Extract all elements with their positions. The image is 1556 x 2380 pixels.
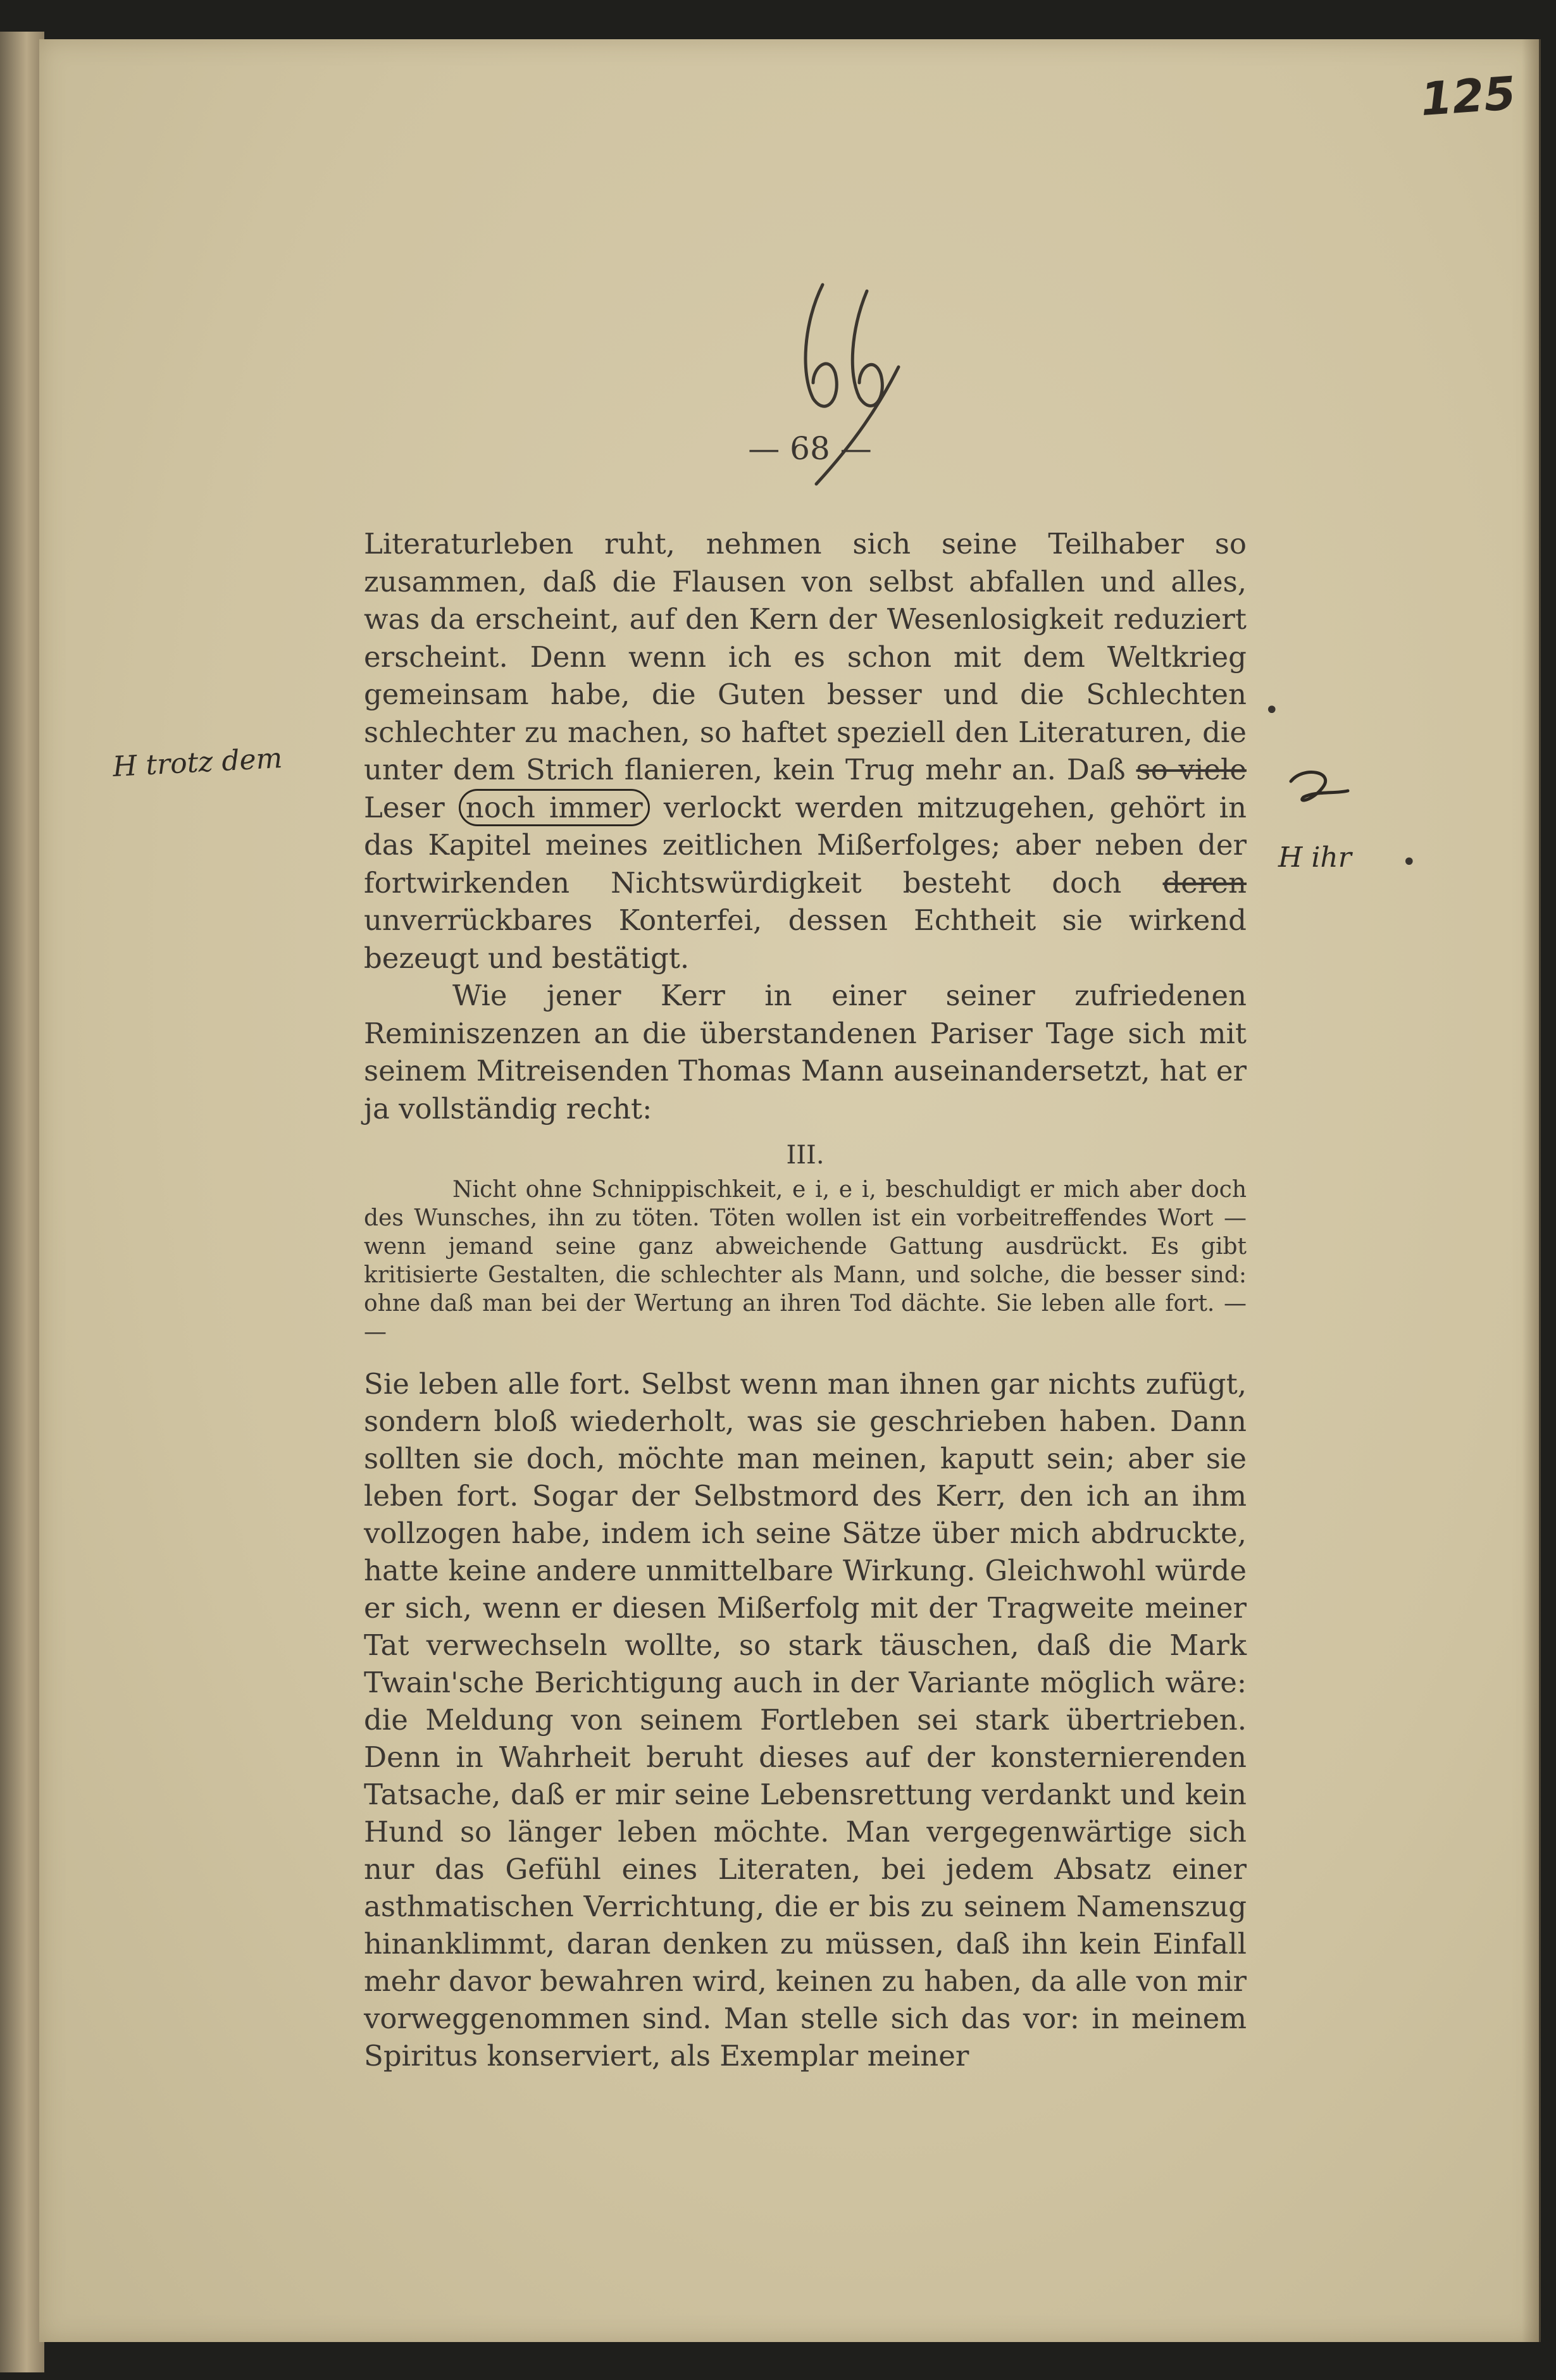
margin-dot: •: [1264, 696, 1279, 725]
page-edge-shadow: [1522, 39, 1541, 2342]
text-run: Leser: [364, 790, 459, 824]
text-run: verlockt werden mitzugehen, gehört in das Kapitel meines zeitlichen Mißerfolges; aber neben der fortwirkenden Nichtswürdigkeit besteht doch: [364, 790, 1247, 900]
body-text: [364, 525, 1247, 2074]
struck-word: so viele: [1136, 753, 1247, 786]
facing-page-edge: [0, 32, 44, 2372]
paragraph: Wie jener Kerr in einer seiner zufriedenen Reminiszenzen an die überstandenen Pariser Tage sich mit seinem Mitreisenden Thomas Mann auseinandersetzt, hat er ja vollständig recht:: [364, 979, 1247, 1125]
circled-phrase: noch immer: [459, 789, 650, 826]
section-heading: III.: [786, 1141, 825, 1170]
paragraph: [364, 525, 1247, 977]
struck-word: deren: [1162, 865, 1247, 900]
quote-block: [364, 1175, 1247, 1346]
printed-page-number: — 68 —: [748, 430, 872, 467]
margin-note-left: H trotz dem: [111, 742, 283, 783]
margin-note-right: H ihr: [1278, 841, 1352, 874]
margin-dot: •: [1402, 848, 1417, 877]
text-run: unverrückbares Konterfei, dessen Echtheit sie wirkend bezeugt und bestätigt.: [364, 903, 1247, 975]
paragraph: Sie leben alle fort. Selbst wenn man ihnen gar nichts zufügt, sondern bloß wiederholt, was sie geschrieben haben. Dann sollten sie doch, möchte man meinen, kaputt sein; aber sie leben fort. Sogar der Selbstmord des Kerr, den ich an ihm vollzogen habe, indem ich seine Sätze über mich abdruckte, hatte keine andere unmittelbare Wirkung. Gleichwohl würde er sich, wenn er diesen Mißerfolg mit der Tragweite meiner Tat verwechseln wollte, so stark täuschen, daß die Mark Twain'sche Berichtigung auch in der Variante möglich wäre: die Meldung von seinem Fortleben sei stark übertrieben. Denn in Wahrheit beruht dieses auf der konsternierenden Tatsache, daß er mir seine Lebensrettung verdankt und kein Hund so länger leben möchte. Man vergegenwärtige sich nur das Gefühl eines Literaten, bei jedem Absatz einer asthmatischen Verrichtung, die er bis zu seinem Namenszug hinanklimmt, daran denken zu müssen, daß ihn kein Einfall mehr davor bewahren wird, keinen zu haben, da alle von mir vorweggenommen sind. Man stelle sich das vor: in meinem Spiritus konserviert, als Exemplar meiner: [364, 1367, 1247, 2073]
folio-number: 125: [1419, 66, 1518, 127]
quote-text: Nicht ohne Schnippischkeit, e i, e i, beschuldigt er mich aber doch des Wunsches, ihn zu töten. Töten wollen ist ein vorbeitreffendes Wort — wenn jemand seine ganz abweichende Gattung ausdrückt. Es gibt kritisierte Gestalten, die schlechter als Mann, und solche, die besser sind: ohne daß man bei der Wertung an ihren Tod dächte. Sie leben alle fort. — —: [364, 1177, 1247, 1345]
margin-correction-mark: [1285, 765, 1354, 810]
text-run: Literaturleben ruht, nehmen sich seine Teilhaber so zusammen, daß die Flausen von selbst abfallen und alles, was da erscheint, auf den Kern der Wesenlosigkeit reduziert erscheint. Denn wenn ich es schon mit dem Weltkrieg gemeinsam habe, die Guten besser und die Schlechten schlechter zu machen, so haftet speziell den Literaturen, die unter dem Strich flanieren, kein Trug mehr an. Daß: [364, 527, 1247, 786]
